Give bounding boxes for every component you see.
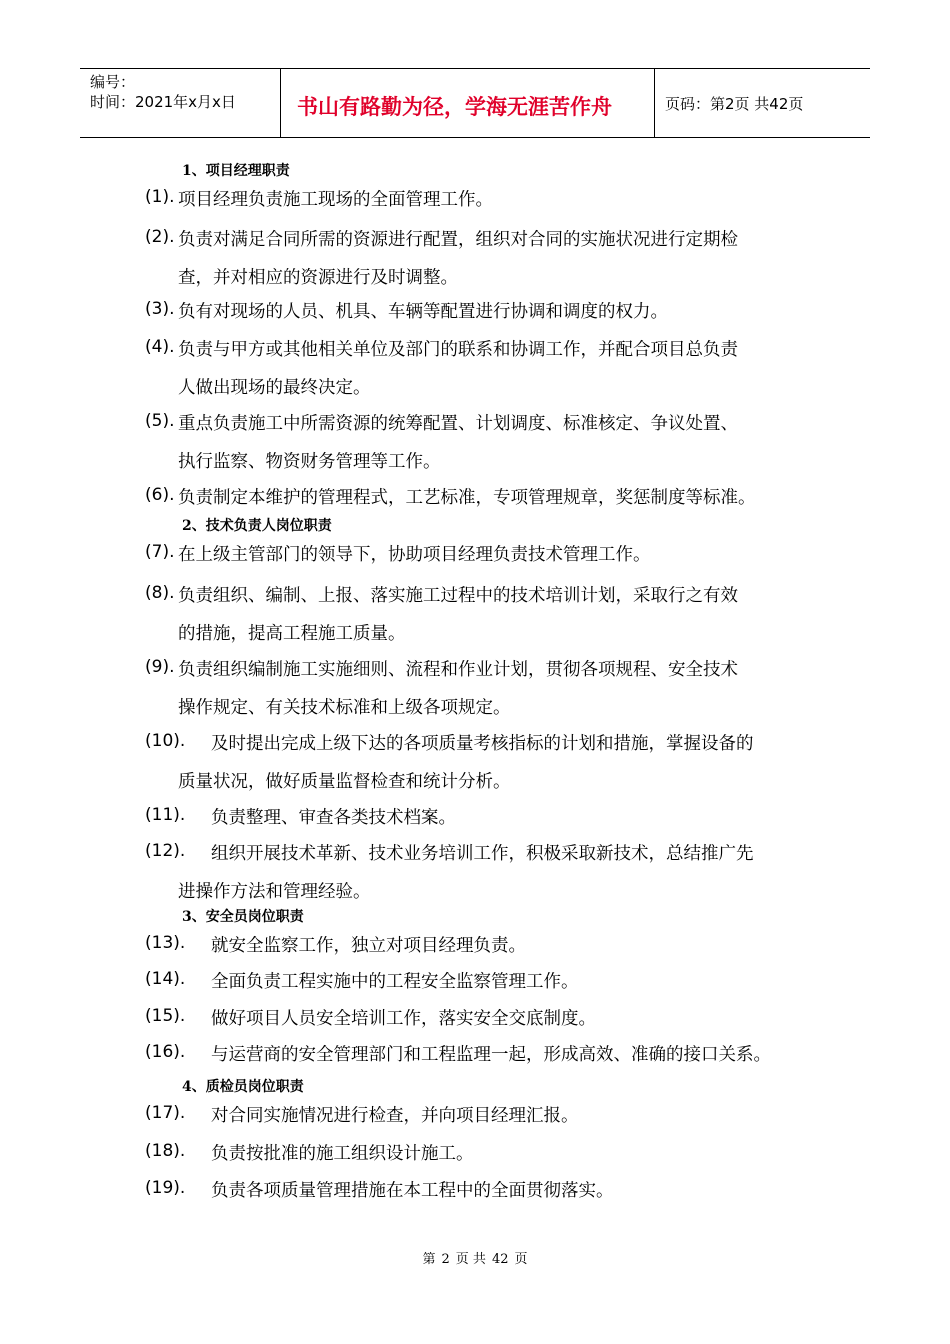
document-date: 时间：2021年x月x日: [90, 93, 236, 111]
footer-current-page: 2: [441, 1252, 450, 1267]
list-item-text: 项目经理负责施工现场的全面管理工作。: [178, 190, 493, 210]
list-item-number: (17).: [145, 1103, 186, 1123]
list-item-text: 与运营商的安全管理部门和工程监理一起，形成高效、准确的接口关系。: [211, 1045, 771, 1065]
list-item-number: (13).: [145, 933, 186, 953]
list-item-text: 负责对满足合同所需的资源进行配置，组织对合同的实施状况进行定期检: [178, 230, 738, 250]
header-motto: 书山有路勤为径，学海无涯苦作舟: [297, 95, 612, 119]
list-item-number: (19).: [145, 1178, 186, 1198]
list-item-number: (6).: [145, 485, 175, 505]
list-item-text: 在上级主管部门的领导下，协助项目经理负责技术管理工作。: [178, 545, 651, 565]
list-item-number: (8).: [145, 583, 175, 603]
list-item-number: (4).: [145, 337, 175, 357]
list-item-text: 负责各项质量管理措施在本工程中的全面贯彻落实。: [211, 1181, 614, 1201]
header-meta-cell: [80, 69, 281, 137]
document-header: [80, 68, 870, 138]
section-title: 1、项目经理职责: [182, 163, 290, 179]
list-item-number: (9).: [145, 657, 175, 677]
list-item-number: (14).: [145, 969, 186, 989]
list-item-number: (5).: [145, 411, 175, 431]
footer-total-pages: 42: [491, 1252, 509, 1267]
list-item-number: (7).: [145, 542, 175, 562]
document-code-label: 编号：: [90, 73, 136, 91]
header-page-cell: [655, 69, 870, 137]
list-item-text: 组织开展技术革新、技术业务培训工作，积极采取新技术，总结推广先: [211, 844, 754, 864]
list-item-continuation: 的措施，提高工程施工质量。: [178, 624, 406, 644]
list-item-text: 负责组织、编制、上报、落实施工过程中的技术培训计划，采取行之有效: [178, 586, 738, 606]
list-item-continuation: 执行监察、物资财务管理等工作。: [178, 452, 441, 472]
list-item-number: (10).: [145, 731, 186, 751]
list-item-continuation: 进操作方法和管理经验。: [178, 882, 371, 902]
list-item-number: (18).: [145, 1141, 186, 1161]
list-item-text: 重点负责施工中所需资源的统筹配置、计划调度、标准核定、争议处置、: [178, 414, 738, 434]
footer-prefix: 第: [422, 1252, 436, 1267]
header-motto-cell: [281, 69, 655, 137]
list-item-text: 负责制定本维护的管理程式，工艺标准，专项管理规章，奖惩制度等标准。: [178, 488, 756, 508]
footer-suffix: 页: [514, 1252, 528, 1267]
list-item-text: 负责整理、审查各类技术档案。: [211, 808, 456, 828]
header-page-info: 页码：第2页 共42页: [665, 95, 804, 113]
list-item-number: (3).: [145, 299, 175, 319]
list-item-text: 负有对现场的人员、机具、车辆等配置进行协调和调度的权力。: [178, 302, 668, 322]
list-item-number: (15).: [145, 1006, 186, 1026]
list-item-text: 对合同实施情况进行检查，并向项目经理汇报。: [211, 1106, 579, 1126]
list-item-number: (12).: [145, 841, 186, 861]
list-item-continuation: 人做出现场的最终决定。: [178, 378, 371, 398]
list-item-text: 负责与甲方或其他相关单位及部门的联系和协调工作，并配合项目总负责: [178, 340, 738, 360]
page-footer: [0, 1248, 950, 1267]
list-item-continuation: 质量状况，做好质量监督检查和统计分析。: [178, 772, 511, 792]
section-title: 4、质检员岗位职责: [182, 1079, 304, 1095]
footer-middle: 页 共: [455, 1252, 486, 1267]
list-item-text: 就安全监察工作，独立对项目经理负责。: [211, 936, 526, 956]
list-item-text: 负责组织编制施工实施细则、流程和作业计划，贯彻各项规程、安全技术: [178, 660, 738, 680]
list-item-number: (16).: [145, 1042, 186, 1062]
list-item-number: (11).: [145, 805, 186, 825]
list-item-text: 及时提出完成上级下达的各项质量考核指标的计划和措施，掌握设备的: [211, 734, 754, 754]
list-item-continuation: 操作规定、有关技术标准和上级各项规定。: [178, 698, 511, 718]
list-item-number: (1).: [145, 187, 175, 207]
list-item-text: 全面负责工程实施中的工程安全监察管理工作。: [211, 972, 579, 992]
list-item-number: (2).: [145, 227, 175, 247]
list-item-text: 做好项目人员安全培训工作，落实安全交底制度。: [211, 1009, 596, 1029]
section-title: 2、技术负责人岗位职责: [182, 518, 332, 534]
section-title: 3、安全员岗位职责: [182, 909, 304, 925]
list-item-continuation: 查，并对相应的资源进行及时调整。: [178, 268, 458, 288]
list-item-text: 负责按批准的施工组织设计施工。: [211, 1144, 474, 1164]
